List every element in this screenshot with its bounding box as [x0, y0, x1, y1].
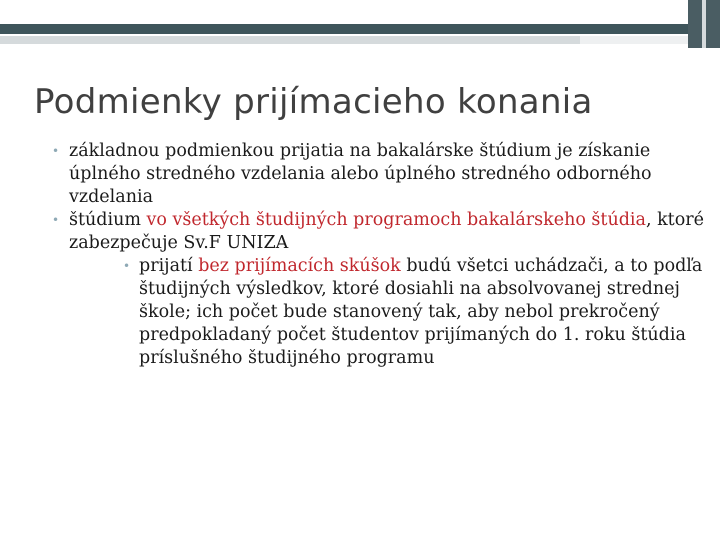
top-decorative-bar	[0, 0, 720, 48]
sub-bullet-marker: •	[123, 259, 131, 273]
bullet-marker: •	[52, 144, 60, 158]
sub-bullet-list	[69, 255, 712, 370]
bullet-text: základnou podmienkou prijatia na bakalárske štúdium je získanie úplného stredného vzdelania alebo úplného stredného odborného vzdelania	[69, 141, 652, 207]
sub-bullet-item-no-exams	[123, 255, 712, 370]
sub-bullet-text-highlight: bez prijímacích skúšok	[198, 256, 401, 276]
bullet-item-study-programs	[52, 209, 712, 370]
bullet-text-before: štúdium	[69, 210, 147, 230]
bullet-item-admission-condition	[52, 140, 712, 209]
top-band-lightest	[580, 36, 688, 44]
bullet-marker: •	[52, 213, 60, 227]
top-right-divider	[702, 0, 706, 48]
sub-bullet-text-after: budú všetci uchádzači, a to podľa študijných výsledkov, ktoré dosiahli na absolvovanej strednej škole; ich počet bude stanovený tak, aby nebol prekročený predpokladaný počet študentov prijímaných do 1. roku štúdia príslušného študijného programu	[139, 256, 703, 368]
top-band-dark	[0, 24, 688, 34]
top-band-light	[0, 36, 580, 44]
sub-bullet-text-before: prijatí	[139, 256, 199, 276]
bullet-list	[52, 140, 712, 370]
slide-title: Podmienky prijímacieho konania	[34, 82, 593, 122]
bullet-text-highlight: vo všetkých študijných programoch bakalárskeho štúdia	[146, 210, 646, 230]
bullet-text-after: , ktoré zabezpečuje Sv.F UNIZA	[69, 210, 704, 253]
